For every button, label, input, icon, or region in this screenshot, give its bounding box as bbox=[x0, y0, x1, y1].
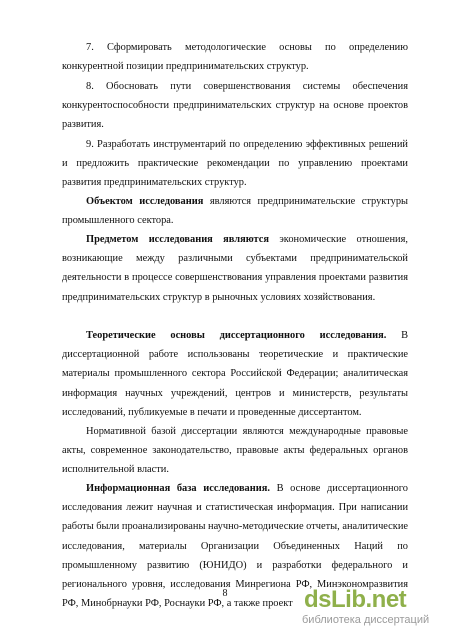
paragraph-text: 9. Разработать инструментарий по определению эффективных решений и предложить практические рекомендации по управлению проектами развития предпринимательских структур. bbox=[62, 139, 408, 189]
watermark bbox=[292, 586, 442, 630]
paragraph-text: являются предпринимательские структуры промышленного сектора. bbox=[62, 196, 408, 227]
paragraph-text: экономические отношения, возникающие между различными субъектами предпринимательской деятельности в процессе совершенствования управления проектами развития предпринимательских структур в рыночных условиях хозяйствования. bbox=[62, 234, 408, 303]
paragraph-text: Нормативной базой диссертации являются международные правовые акты, современное законодательство, правовые акты федеральных органов исполнительной власти. bbox=[62, 426, 408, 476]
paragraph-lead: Теоретические основы диссертационного исследования. bbox=[86, 330, 387, 341]
paragraph-text: В основе диссертационного исследования лежит научная и статистическая информация. При написании работы были проанализированы научно-методические отчеты, аналитические исследования, материалы Организации Объединенных Наций по промышленному развитию (ЮНИДО) и разработки федерального и регионального уровня, исследования Минрегиона РФ, Минэкономразвития РФ, Минобрнауки РФ, Роснауки РФ, а также проект bbox=[62, 483, 409, 610]
paragraph-text: 8. Обосновать пути совершенствования системы обеспечения конкурентоспособности предпринимательских структур на основе проектов развития. bbox=[62, 81, 408, 131]
paragraph-normative bbox=[62, 422, 408, 480]
paragraph-lead: Объектом исследования bbox=[86, 196, 204, 207]
paragraph-goal-7 bbox=[62, 38, 408, 76]
paragraph-text: 7. Сформировать методологические основы по определению конкурентной позиции предпринимательских структур. bbox=[62, 42, 408, 73]
paragraph-text: В диссертационной работе использованы теоретические и практические материалы промышленного сектора Российской Федерации; аналитическая информация научных учреждений, центров и министерств, результаты исследований, публикуемые в печати и проведенные диссертантом. bbox=[62, 330, 408, 418]
watermark-logo: dsLib.net bbox=[304, 586, 407, 613]
paragraph-object bbox=[62, 192, 408, 230]
paragraph-goal-8 bbox=[62, 77, 408, 135]
paragraph-lead: Предметом исследования являются bbox=[86, 234, 269, 245]
paragraph-subject bbox=[62, 230, 408, 307]
paragraph-lead: Информационная база исследования. bbox=[86, 483, 270, 494]
paragraph-goal-9 bbox=[62, 135, 408, 193]
paragraph-theory bbox=[62, 326, 408, 422]
page-number: 8 bbox=[222, 588, 228, 599]
watermark-caption: библиотека диссертаций bbox=[302, 614, 430, 626]
